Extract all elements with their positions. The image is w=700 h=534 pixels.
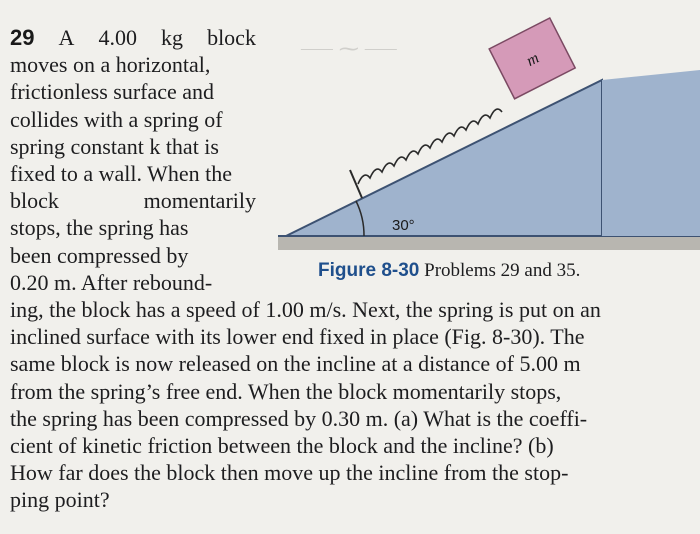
problem-line xyxy=(10,107,256,133)
problem-word: 4.00 xyxy=(98,25,137,50)
incline-figure xyxy=(272,0,700,290)
problem-line xyxy=(10,188,256,214)
problem-word: moves on a horizontal, xyxy=(10,52,211,78)
angle-label: 30° xyxy=(392,217,415,234)
problem-word: spring constant k that is xyxy=(10,133,219,159)
incline-body xyxy=(602,70,700,236)
problem-line: inclined surface with its lower end fixed in place (Fig. 8-30). The xyxy=(10,324,585,350)
problem-line xyxy=(10,79,256,105)
figure-caption-text: Problems 29 and 35. xyxy=(424,260,581,281)
problem-word: kg xyxy=(161,25,184,50)
problem-line: from the spring’s free end. When the block momentarily stops, xyxy=(10,378,562,404)
figure-caption xyxy=(318,260,580,282)
block xyxy=(489,18,575,99)
spring-anchor xyxy=(350,170,362,198)
problem-word: collides with a spring of xyxy=(10,106,223,132)
incline-triangle xyxy=(286,80,602,236)
problem-line: the spring has been compressed by 0.30 m. (a) What is the coeffi- xyxy=(10,405,588,431)
problem-line xyxy=(10,52,256,78)
problem-word: block xyxy=(207,25,256,50)
problem-word: 0.20 m. After rebound- xyxy=(10,269,213,295)
problem-line xyxy=(10,270,256,296)
problem-word: fixed to a wall. When the xyxy=(10,161,232,186)
problem-word: been compressed by xyxy=(10,242,189,268)
problem-word: A xyxy=(58,25,75,50)
problem-line xyxy=(10,161,256,187)
problem-line: same block is now released on the incline at a distance of 5.00 m xyxy=(10,351,581,377)
problem-line: ing, the block has a speed of 1.00 m/s. Next, the spring is put on an xyxy=(10,297,601,322)
problem-line xyxy=(10,25,256,51)
figure-caption-label: Figure 8-30 xyxy=(318,260,420,281)
problem-word: frictionless surface and xyxy=(10,79,215,105)
problem-number: 29 xyxy=(10,25,35,50)
block-label: m xyxy=(523,49,542,70)
problem-word: momentarily xyxy=(143,188,256,214)
problem-line: How far does the block then move up the incline from the stop- xyxy=(10,460,569,486)
ground-strip xyxy=(278,236,700,250)
problem-line xyxy=(10,215,256,241)
bleed-through-decoration: ⸺ ⁓ ⸺ xyxy=(300,38,398,60)
problem-word: block xyxy=(10,188,59,214)
problem-line xyxy=(10,243,256,269)
problem-line xyxy=(10,134,256,160)
problem-line: ping point? xyxy=(10,487,110,513)
problem-word: stops, the spring has xyxy=(10,215,189,241)
problem-line: cient of kinetic friction between the block and the incline? (b) xyxy=(10,433,554,458)
